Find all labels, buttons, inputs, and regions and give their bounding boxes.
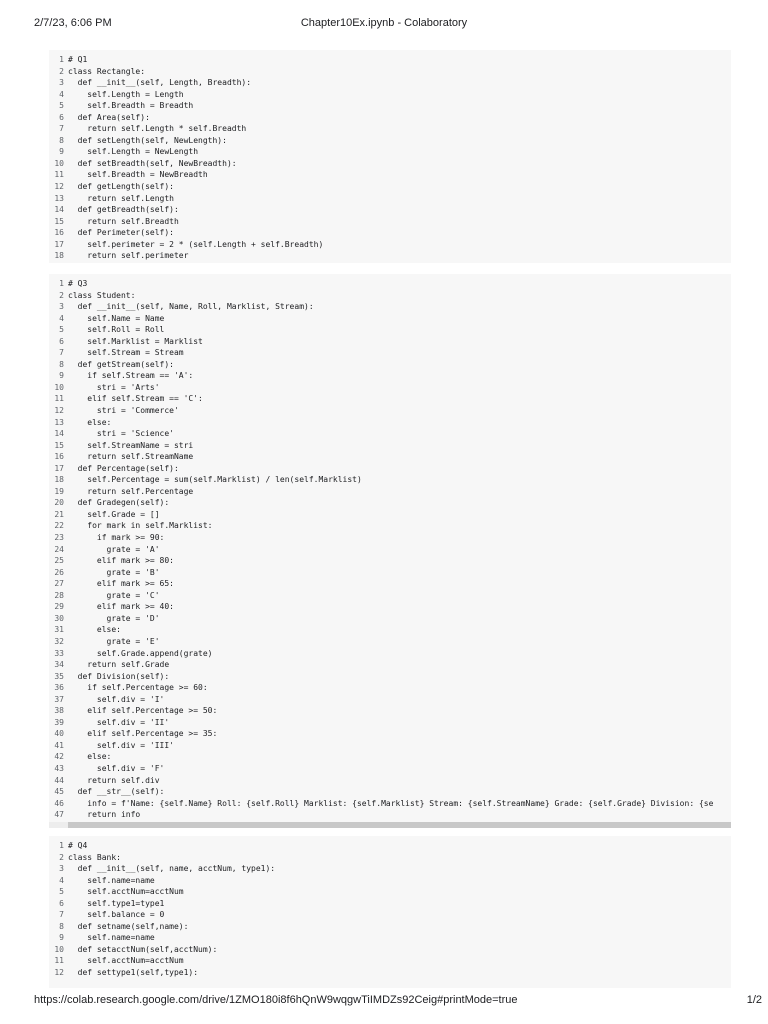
line-number: 47 [54,810,64,820]
code-text: self.div = 'II' [68,717,170,727]
code-text: def Gradegen(self): [68,498,170,508]
page-number: 1/2 [746,994,762,1006]
code-text: self.Grade = [] [68,509,160,519]
code-text: else: [68,417,112,427]
code-line [49,648,731,660]
line-number: 45 [54,787,64,797]
code-cell-q4[interactable] [49,836,731,988]
code-line [49,717,731,729]
code-text: stri = 'Commerce' [68,406,179,416]
code-text: class Bank: [68,852,121,862]
line-number: 5 [59,887,64,897]
code-line [49,601,731,613]
code-line [49,532,731,544]
code-line [49,751,731,763]
code-text: def Percentage(self): [68,463,179,473]
code-text: return info [68,810,141,820]
code-line [49,463,731,475]
line-number: 6 [59,336,64,346]
line-number: 26 [54,567,64,577]
line-number: 19 [54,486,64,496]
line-number: 27 [54,579,64,589]
print-timestamp: 2/7/23, 6:06 PM [34,17,112,29]
line-number: 34 [54,660,64,670]
code-text: self.Name = Name [68,313,165,323]
code-line [49,290,731,302]
code-line [49,227,731,239]
code-line [49,324,731,336]
code-text: # Q4 [68,841,88,850]
code-line [49,417,731,429]
code-text: stri = 'Arts' [68,382,160,392]
code-line [49,486,731,498]
line-number: 9 [59,371,64,381]
code-line [49,428,731,440]
line-number: 24 [54,544,64,554]
code-text: self.Marklist = Marklist [68,336,203,346]
line-number: 20 [54,498,64,508]
code-text: self.acctNum=acctNum [68,887,184,897]
code-text: return self.div [68,775,160,785]
code-line [49,440,731,452]
code-text: if mark >= 90: [68,533,165,543]
code-text: elif mark >= 40: [68,602,174,612]
line-number: 8 [59,135,64,145]
line-number: 12 [54,968,64,978]
code-line [49,193,731,205]
line-number: 15 [54,216,64,226]
code-line [49,520,731,532]
code-text: self.name=name [68,875,155,885]
code-line [49,112,731,124]
code-text: self.type1=type1 [68,898,165,908]
code-text: else: [68,625,121,635]
code-text: return self.Length * self.Breadth [68,124,247,134]
code-text: class Rectangle: [68,66,146,76]
code-line [49,740,731,752]
line-number: 13 [54,417,64,427]
code-line [49,239,731,251]
code-text: self.Percentage = sum(self.Marklist) / len(self.Marklist) [68,475,362,485]
code-text: def setname(self,name): [68,921,189,931]
code-line [49,181,731,193]
code-text: def getLength(self): [68,182,174,192]
code-line [49,135,731,147]
code-line [49,909,731,921]
line-number: 7 [59,348,64,358]
line-number: 5 [59,101,64,111]
line-number: 2 [59,290,64,300]
code-text: def Perimeter(self): [68,228,174,238]
line-number: 31 [54,625,64,635]
code-text: self.Grade.append(grate) [68,648,213,658]
line-number: 17 [54,239,64,249]
code-text: def __init__(self, Length, Breadth): [68,78,252,88]
code-text: elif mark >= 65: [68,579,174,589]
code-line [49,393,731,405]
code-text: self.Length = Length [68,89,184,99]
code-text: grate = 'E' [68,636,160,646]
code-line [49,146,731,158]
line-number: 33 [54,648,64,658]
code-line [49,967,731,979]
code-text: self.Breadth = Breadth [68,101,194,111]
code-line [49,301,731,313]
code-line [49,898,731,910]
code-text: self.name=name [68,933,155,943]
line-number: 18 [54,475,64,485]
code-text: grate = 'D' [68,613,160,623]
code-line [49,578,731,590]
code-text: elif self.Stream == 'C': [68,394,203,404]
code-line [49,567,731,579]
code-line [49,77,731,89]
line-number: 35 [54,671,64,681]
line-number: 25 [54,556,64,566]
line-number: 38 [54,706,64,716]
code-line [49,382,731,394]
code-line [49,921,731,933]
code-text: if self.Percentage >= 60: [68,683,208,693]
line-number: 3 [59,78,64,88]
horizontal-scrollbar[interactable] [68,822,731,828]
line-number: 18 [54,251,64,261]
code-text: class Student: [68,290,136,300]
print-footer [0,992,768,1012]
code-line [49,763,731,775]
code-text: def __str__(self): [68,787,165,797]
line-number: 9 [59,147,64,157]
line-number: 39 [54,717,64,727]
code-line [49,613,731,625]
code-text: self.StreamName = stri [68,440,194,450]
code-text: else: [68,752,112,762]
code-text: def __init__(self, name, acctNum, type1): [68,864,276,874]
line-number: 32 [54,636,64,646]
line-number: 7 [59,910,64,920]
line-number: 21 [54,509,64,519]
line-number: 8 [59,359,64,369]
line-number: 10 [54,382,64,392]
code-line [49,852,731,864]
page-url: https://colab.research.google.com/drive/1ZMO180i8f6hQnW9wqgwTiIMDZs92Ceig#printMode=true [34,994,518,1006]
code-line [49,250,731,262]
line-number: 29 [54,602,64,612]
code-text: self.balance = 0 [68,910,165,920]
code-text: # Q1 [68,55,88,64]
line-number: 5 [59,325,64,335]
code-text: def settype1(self,type1): [68,968,199,978]
line-number: 9 [59,933,64,943]
line-number: 12 [54,406,64,416]
code-text: self.Roll = Roll [68,325,165,335]
code-line [49,555,731,567]
code-text: return self.Percentage [68,486,194,496]
line-number: 14 [54,429,64,439]
code-line [49,624,731,636]
code-line [49,944,731,956]
code-text: grate = 'C' [68,590,160,600]
line-number: 36 [54,683,64,693]
line-number: 11 [54,170,64,180]
line-number: 12 [54,182,64,192]
code-text: if self.Stream == 'A': [68,371,194,381]
line-number: 16 [54,228,64,238]
code-line [49,544,731,556]
code-text: self.Breadth = NewBreadth [68,170,208,180]
code-line [49,89,731,101]
line-number: 14 [54,205,64,215]
code-text: info = f'Name: {self.Name} Roll: {self.Roll} Marklist: {self.Marklist} Stream: {self.StreamName} Grade: {self.Grade} Division: {se [68,798,714,808]
line-number: 2 [59,66,64,76]
line-number: 44 [54,775,64,785]
code-line [49,204,731,216]
line-number: 1 [59,841,64,850]
code-line [49,216,731,228]
line-number: 4 [59,313,64,323]
code-line [49,158,731,170]
line-number: 10 [54,944,64,954]
code-text: self.Length = NewLength [68,147,199,157]
code-line [49,875,731,887]
code-text: def Area(self): [68,112,150,122]
line-number: 6 [59,112,64,122]
code-text: self.div = 'III' [68,740,174,750]
code-cell-q3[interactable] [49,274,731,822]
code-line [49,886,731,898]
code-line [49,451,731,463]
code-text: return self.Length [68,193,174,203]
code-line [49,54,731,66]
line-number: 4 [59,875,64,885]
code-text: # Q3 [68,279,88,288]
code-text: self.Stream = Stream [68,348,184,358]
code-line [49,786,731,798]
code-line [49,798,731,810]
code-text: return self.StreamName [68,452,194,462]
code-text: self.div = 'I' [68,694,165,704]
code-line [49,840,731,852]
code-cell-q1[interactable] [49,50,731,263]
code-text: return self.Grade [68,660,170,670]
line-number: 40 [54,729,64,739]
code-line [49,728,731,740]
code-text: return self.perimeter [68,251,189,261]
line-number: 41 [54,740,64,750]
line-number: 6 [59,898,64,908]
line-number: 3 [59,302,64,312]
code-line [49,775,731,787]
line-number: 15 [54,440,64,450]
line-number: 28 [54,590,64,600]
line-number: 3 [59,864,64,874]
code-text: for mark in self.Marklist: [68,521,213,531]
code-line [49,100,731,112]
code-line [49,497,731,509]
code-text: def setLength(self, NewLength): [68,135,227,145]
code-line [49,671,731,683]
line-number: 11 [54,956,64,966]
code-text: elif mark >= 80: [68,556,174,566]
code-text: grate = 'B' [68,567,160,577]
notebook-title: Chapter10Ex.ipynb - Colaboratory [300,17,468,29]
line-number: 43 [54,763,64,773]
code-line [49,809,731,821]
line-number: 16 [54,452,64,462]
code-text: grate = 'A' [68,544,160,554]
code-line [49,66,731,78]
line-number: 11 [54,394,64,404]
code-line [49,590,731,602]
code-line [49,682,731,694]
code-text: self.acctNum=acctNum [68,956,184,966]
line-number: 37 [54,694,64,704]
code-line [49,278,731,290]
line-number: 17 [54,463,64,473]
code-text: def Division(self): [68,671,170,681]
line-number: 30 [54,613,64,623]
code-text: def getBreadth(self): [68,205,179,215]
code-line [49,359,731,371]
line-number: 7 [59,124,64,134]
code-line [49,932,731,944]
code-line [49,636,731,648]
code-line [49,347,731,359]
code-line [49,955,731,967]
code-line [49,509,731,521]
code-text: return self.Breadth [68,216,179,226]
line-number: 1 [59,55,64,64]
code-line [49,336,731,348]
code-text: def setacctNum(self,acctNum): [68,944,218,954]
code-text: self.perimeter = 2 * (self.Length + self.Breadth) [68,239,324,249]
code-line [49,705,731,717]
code-line [49,370,731,382]
code-line [49,169,731,181]
code-line [49,405,731,417]
code-line [49,474,731,486]
line-number: 1 [59,279,64,288]
code-text: def __init__(self, Name, Roll, Marklist, Stream): [68,302,314,312]
code-text: self.div = 'F' [68,763,165,773]
print-header [0,0,768,40]
line-number: 4 [59,89,64,99]
line-number: 23 [54,533,64,543]
code-line [49,694,731,706]
line-number: 10 [54,158,64,168]
line-number: 46 [54,798,64,808]
line-number: 2 [59,852,64,862]
code-text: elif self.Percentage >= 35: [68,729,218,739]
code-line [49,863,731,875]
line-number: 22 [54,521,64,531]
code-text: stri = 'Science' [68,429,174,439]
line-number: 13 [54,193,64,203]
line-number: 42 [54,752,64,762]
code-text: def getStream(self): [68,359,174,369]
code-line [49,313,731,325]
code-line [49,123,731,135]
code-text: def setBreadth(self, NewBreadth): [68,158,237,168]
code-text: elif self.Percentage >= 50: [68,706,218,716]
code-line [49,659,731,671]
line-number: 8 [59,921,64,931]
